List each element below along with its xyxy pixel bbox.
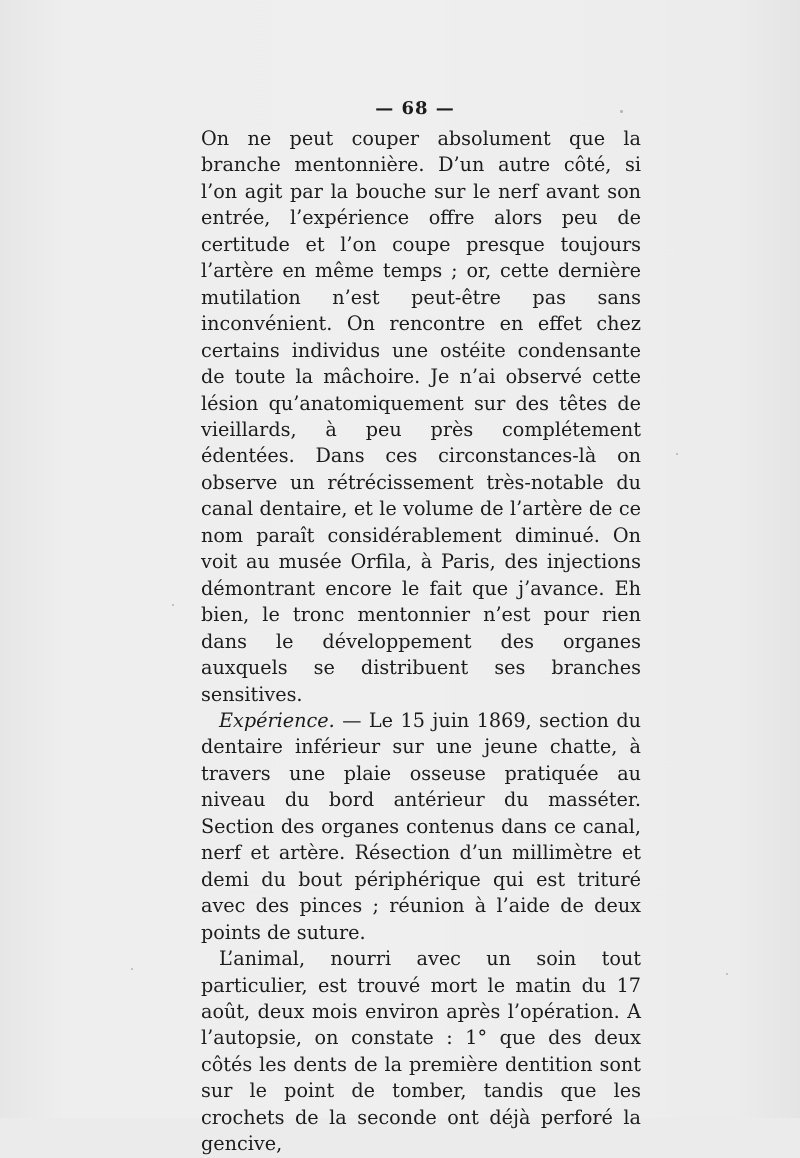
paragraph-3: L’animal, nourri avec un soin tout particulier, est trouvé mort le matin du 17 août, deux mois environ après l’opération. A l’autopsie, on constate : 1° que des deux côtés les dents de la première dentition sont sur le point de tomber, tandis que les crochets de la seconde ont déjà perforé la gencive,: [201, 947, 641, 1156]
paragraph-2-text: — Le 15 juin 1869, section du dentaire inférieur sur une jeune chatte, à travers une plaie osseuse pratiquée au niveau du bord antérieur du masséter. Section des organes contenus dans ce canal, nerf et artère. Résection d’un millimètre et demi du bout périphérique qui est trituré avec des pinces ; réunion à l’aide de deux points de suture.: [201, 708, 641, 944]
body-text: [201, 126, 641, 1158]
paper-speck: [676, 453, 678, 455]
paper-speck: [726, 973, 728, 975]
paragraph-2: [201, 708, 641, 946]
paragraph-1: On ne peut couper absolument que la branche mentonnière. D’un autre côté, si l’on agit par la bouche sur le nerf avant son entrée, l’expérience offre alors peu de certitude et l’on coupe presque toujours l’artère en même temps ; or, cette dernière mutilation n’est peut-être pas sans inconvénient. On rencontre en effet chez certains individus une ostéite condensante de toute la mâchoire. Je n’ai observé cette lésion qu’anatomiquement sur des têtes de vieillards, à peu près complétement édentées. Dans ces circonstances-là on observe un rétrécissement très-notable du canal dentaire, et le volume de l’artère de ce nom paraît considérablement diminué. On voit au musée Orfila, à Paris, des injections démontrant encore le fait que j’avance. Eh bien, le tronc mentonnier n’est pour rien dans le développement des organes auxquels se distribuent ses branches sensitives.: [201, 127, 641, 706]
paper-speck: [131, 968, 133, 970]
paper-speck: [172, 604, 174, 606]
paragraph-2-label: Expérience.: [219, 708, 335, 732]
paper-speck: [620, 110, 623, 113]
page-number: — 68 —: [375, 98, 455, 119]
